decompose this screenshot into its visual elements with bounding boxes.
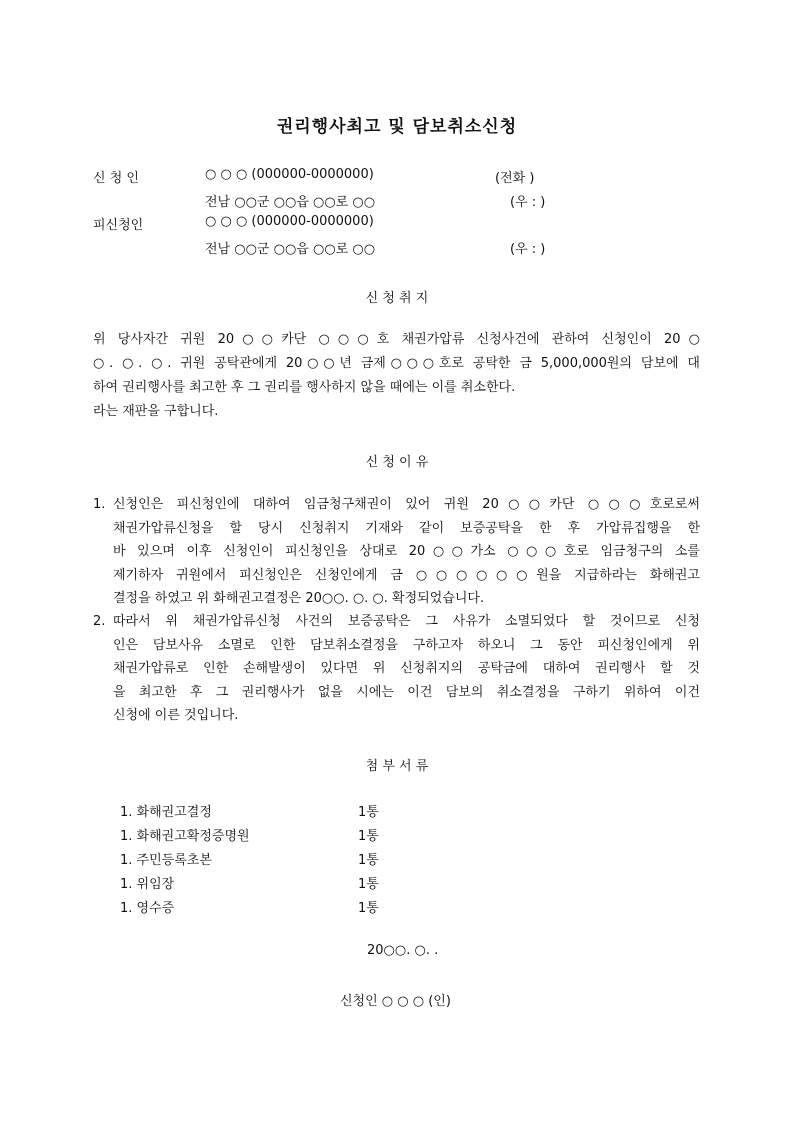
applicant-postal: (우 : ) [510,195,546,210]
reason-item [93,493,700,611]
document-title: 권리행사최고 및 담보취소신청 [276,117,518,137]
signature-line: 신청인 ○ ○ ○ (인) [340,994,451,1009]
reason-line: 바 있으며 이후 신청인이 피신청인을 상대로 20○○가소 ○○○호로 임금청구의 소를 [113,544,700,559]
attachment-qty: 1통 [358,853,379,868]
applicant-phone: (전화 ) [495,171,535,186]
reason-line: 신청인은 피신청인에 대하여 임금청구채권이 있어 귀원 20○○카단 ○○○호로로써 [113,497,700,512]
reason-number: 2. [93,614,106,629]
attachment-qty: 1통 [358,901,379,916]
applicant-name: ○ ○ ○ (000000-0000000) [205,167,374,182]
purpose-line: 위 당사자간 귀원 20○○카단 ○○○호 채권가압류 신청사건에 관하여 신청인이 20○ [93,332,700,347]
reasons-heading: 신 청 이 유 [365,455,429,470]
respondent-postal: (우 : ) [510,242,546,257]
attachment-name: 1. 화해권고결정 [120,805,212,820]
attachment-qty: 1통 [358,829,379,844]
reason-line: 따라서 위 채권가압류신청 사건의 보증공탁은 그 사유가 소멸되었다 할 것이므로 신청 [113,614,700,629]
respondent-address: 전남 ○○군 ○○읍 ○○로 ○○ [205,242,376,257]
attachment-name: 1. 주민등록초본 [120,853,212,868]
applicant-address: 전남 ○○군 ○○읍 ○○로 ○○ [205,195,376,210]
purpose-line: ○. ○. ○. 귀원 공탁관에게 20○○년 금제○○○호로 공탁한 금 5,000,000원의 담보에 대 [93,356,700,371]
purpose-line: 하여 권리행사를 최고한 후 그 권리를 행사하지 않을 때에는 이를 취소한다. [93,380,516,395]
applicant-label: 신 청 인 [93,171,139,186]
attachment-name: 1. 위임장 [120,877,175,892]
attachment-name: 1. 화해권고확정증명원 [120,829,250,844]
reason-line: 채권가압류로 인한 손해발생이 있다면 위 신청취지의 공탁금에 대하여 권리행사 할 것 [113,661,700,676]
purpose-line: 라는 재판을 구합니다. [93,404,219,419]
attachment-name: 1. 영수증 [120,901,175,916]
reason-line: 채권가압류신청을 할 당시 신청취지 기재와 같이 보증공탁을 한 후 가압류집행을 한 [113,520,700,536]
reason-item [93,610,700,728]
attachment-qty: 1통 [358,805,379,820]
document-date: 20○○. ○. . [367,943,439,958]
reason-number: 1. [93,497,106,512]
attachments-heading: 첨 부 서 류 [365,759,429,774]
purpose-heading: 신 청 취 지 [365,291,429,306]
reason-line: 인은 담보사유 소멸로 인한 담보취소결정을 구하고자 하오니 그 동안 피신청인에게 위 [113,637,700,653]
respondent-label: 피신청인 [93,218,144,233]
respondent-name: ○ ○ ○ (000000-0000000) [205,214,374,229]
reason-line: 제기하자 귀원에서 피신청인은 신청인에게 금 ○○○○○○원을 지급하라는 화해권고 [113,567,700,583]
reason-line: 을 최고한 후 그 권리행사가 없을 시에는 이건 담보의 취소결정을 구하기 위하여 이건 [113,684,700,700]
reason-line: 신청에 이른 것입니다. [113,708,239,723]
attachment-qty: 1통 [358,877,379,892]
reason-line: 결정을 하였고 위 화해권고결정은 20○○. ○. ○. 확정되었습니다. [113,591,485,606]
